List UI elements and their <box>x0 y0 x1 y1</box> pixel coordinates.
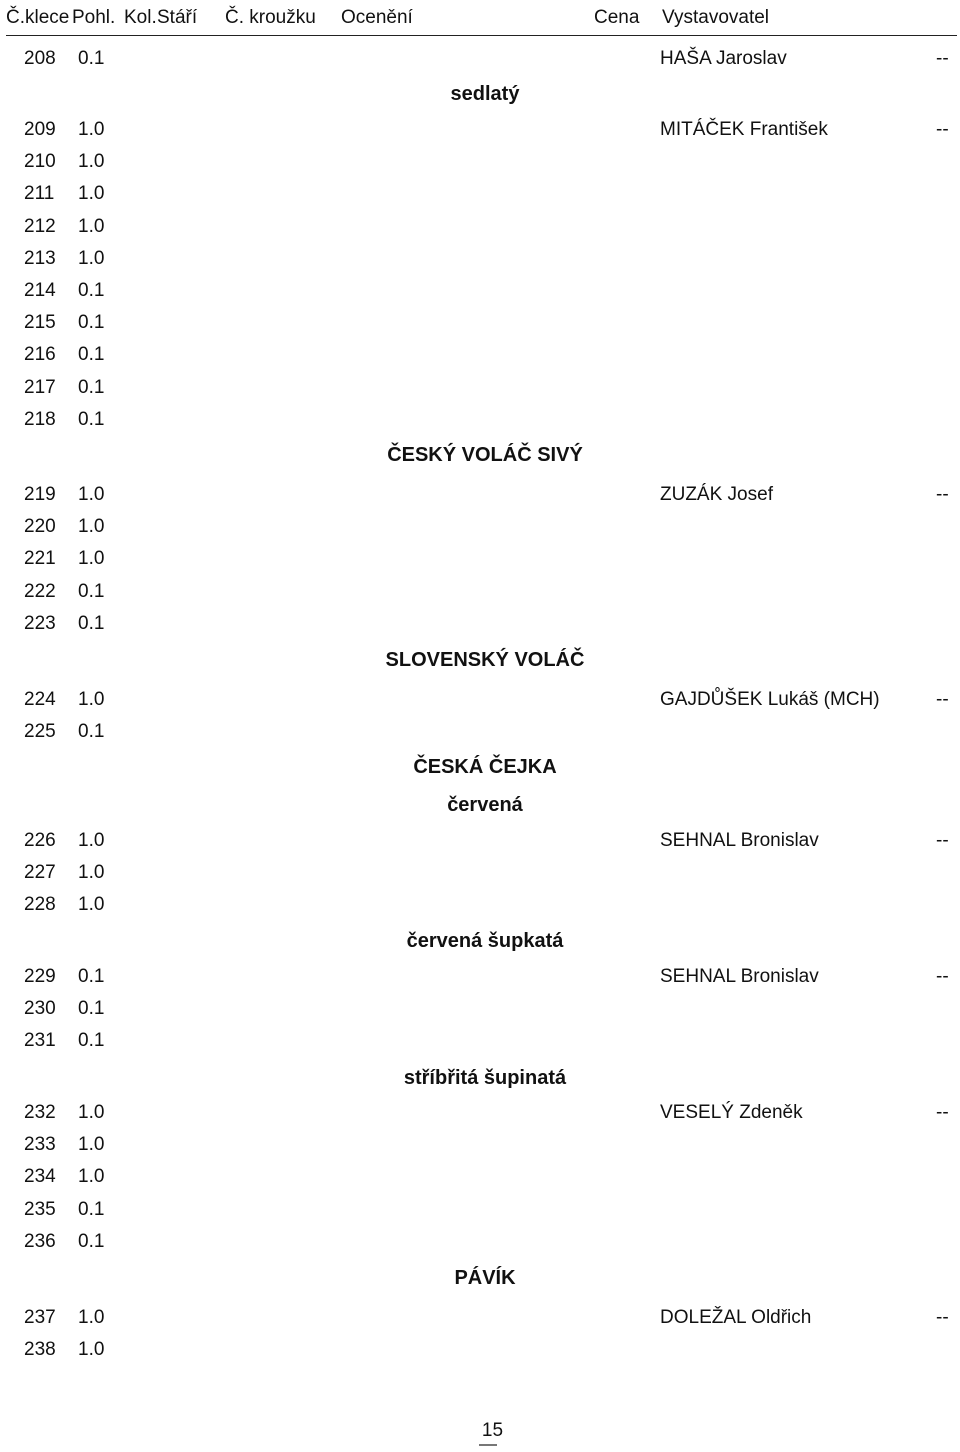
sex-code: 0.1 <box>78 376 105 398</box>
sex-code: 1.0 <box>78 215 105 237</box>
cage-number: 208 <box>24 48 56 69</box>
cage-number: 234 <box>24 1166 56 1188</box>
cage-number: 228 <box>24 894 56 916</box>
sex-code: 1.0 <box>78 1134 105 1156</box>
table-row <box>0 516 960 548</box>
table-row <box>0 1307 960 1339</box>
sex-code: 0.1 <box>78 312 105 334</box>
sex-code: 1.0 <box>78 548 105 570</box>
cage-number: 223 <box>24 612 56 634</box>
dash-mark: -- <box>936 1307 949 1328</box>
section-title: SLOVENSKÝ VOLÁČ <box>385 649 585 671</box>
table-row <box>0 1339 960 1371</box>
cage-number: 235 <box>24 1198 56 1220</box>
cage-number: 216 <box>24 344 56 366</box>
header-rule <box>6 35 957 36</box>
sex-code: 0.1 <box>78 1030 105 1052</box>
exhibitor-name: VESELÝ Zdeněk <box>660 1102 803 1123</box>
section-title: červená <box>447 794 523 816</box>
cage-number: 229 <box>24 966 56 987</box>
table-row <box>0 409 960 441</box>
section-title: PÁVÍK <box>454 1267 516 1289</box>
table-header <box>0 0 960 36</box>
table-row <box>0 998 960 1030</box>
exhibitor-name: GAJDŮŠEK Lukáš (MCH) <box>660 689 880 710</box>
table-row <box>0 581 960 613</box>
exhibitor-name: SEHNAL Bronislav <box>660 966 819 987</box>
exhibitor-name: MITÁČEK František <box>660 119 828 140</box>
cage-number: 226 <box>24 830 56 851</box>
sex-code: 1.0 <box>78 830 105 851</box>
table-row <box>0 613 960 645</box>
table-row <box>0 721 960 753</box>
sex-code: 0.1 <box>78 280 105 301</box>
exhibitor-name: DOLEŽAL Oldřich <box>660 1307 812 1328</box>
table-row <box>0 1166 960 1198</box>
table-row <box>0 894 960 926</box>
cage-number: 231 <box>24 1030 56 1052</box>
table-row <box>0 216 960 248</box>
sex-code: 1.0 <box>78 516 105 538</box>
dash-mark: -- <box>936 1102 949 1123</box>
sex-code: 1.0 <box>78 1307 105 1328</box>
dash-mark: -- <box>936 830 949 851</box>
sex-code: 1.0 <box>78 1166 105 1188</box>
cage-number: 213 <box>24 247 56 269</box>
sex-code: 0.1 <box>78 966 105 987</box>
section-title: ČESKÝ VOLÁČ SIVÝ <box>387 444 583 466</box>
header-sex: Pohl. <box>72 7 116 28</box>
header-collection: Kol. <box>124 7 157 28</box>
cage-number: 210 <box>24 151 56 173</box>
sex-code: 0.1 <box>78 721 105 743</box>
sex-code: 1.0 <box>78 247 105 269</box>
exhibitor-name: SEHNAL Bronislav <box>660 830 819 851</box>
cage-number: 209 <box>24 119 56 140</box>
table-row <box>0 862 960 894</box>
cage-number: 225 <box>24 721 56 743</box>
table-row <box>0 1102 960 1134</box>
table-row <box>0 377 960 409</box>
table-row <box>0 312 960 344</box>
section-title: ČESKÁ ČEJKA <box>413 756 557 778</box>
cage-number: 211 <box>24 183 55 205</box>
cage-number: 214 <box>24 280 56 301</box>
sex-code: 1.0 <box>78 689 105 710</box>
section-title: stříbřitá šupinatá <box>403 1067 567 1089</box>
sex-code: 1.0 <box>78 1339 105 1361</box>
cage-number: 220 <box>24 516 56 538</box>
sex-code: 0.1 <box>78 344 105 366</box>
dash-mark: -- <box>936 484 949 505</box>
exhibitor-name: ZUZÁK Josef <box>660 484 773 505</box>
sex-code: 0.1 <box>78 48 105 69</box>
cage-number: 236 <box>24 1230 56 1252</box>
cage-number: 224 <box>24 689 56 710</box>
sex-code: 1.0 <box>78 1102 105 1123</box>
header-exhibitor: Vystavovatel <box>662 7 770 28</box>
sex-code: 0.1 <box>78 612 105 634</box>
table-row <box>0 689 960 721</box>
dash-mark: -- <box>936 48 949 69</box>
cage-number: 230 <box>24 998 56 1020</box>
section-title: sedlatý <box>450 83 520 105</box>
section-title: červená šupkatá <box>406 930 564 952</box>
dash-mark: -- <box>936 966 949 987</box>
sex-code: 1.0 <box>78 119 105 140</box>
dash-mark: -- <box>936 119 949 140</box>
sex-code: 1.0 <box>78 862 105 884</box>
cage-number: 221 <box>24 548 56 570</box>
sex-code: 0.1 <box>78 998 105 1020</box>
cage-number: 237 <box>24 1307 56 1328</box>
table-row <box>0 248 960 280</box>
header-age: Stáří <box>157 7 198 28</box>
table-row <box>0 1231 960 1263</box>
header-ring-number: Č. kroužku <box>225 7 316 28</box>
table-row <box>0 1134 960 1166</box>
sex-code: 0.1 <box>78 1198 105 1220</box>
cage-number: 238 <box>24 1339 56 1361</box>
dash-mark: -- <box>936 689 949 710</box>
cage-number: 227 <box>24 862 56 884</box>
table-row <box>0 1199 960 1231</box>
page-number: 15 <box>481 1420 504 1441</box>
sex-code: 1.0 <box>78 894 105 916</box>
cage-number: 233 <box>24 1134 56 1156</box>
table-row <box>0 280 960 312</box>
cage-number: 212 <box>24 215 56 237</box>
table-row <box>0 484 960 516</box>
cage-number: 222 <box>24 580 56 602</box>
sex-code: 0.1 <box>78 1230 105 1252</box>
table-row <box>0 48 960 80</box>
table-row <box>0 183 960 215</box>
cage-number: 232 <box>24 1102 56 1123</box>
header-cage-number: Č.klece <box>6 7 70 28</box>
table-row <box>0 830 960 862</box>
cage-number: 217 <box>24 376 56 398</box>
cage-number: 219 <box>24 484 56 505</box>
table-row <box>0 966 960 998</box>
cage-number: 218 <box>24 408 56 430</box>
header-rating: Ocenění <box>341 7 413 28</box>
table-row <box>0 548 960 580</box>
sex-code: 1.0 <box>78 183 105 205</box>
sex-code: 1.0 <box>78 151 105 173</box>
sex-code: 0.1 <box>78 408 105 430</box>
exhibitor-name: HAŠA Jaroslav <box>660 48 787 69</box>
header-prize: Cena <box>594 7 640 28</box>
table-row <box>0 1030 960 1062</box>
sex-code: 1.0 <box>78 484 105 505</box>
table-row <box>0 119 960 151</box>
page-footer-fragment <box>479 1444 497 1446</box>
table-row <box>0 344 960 376</box>
sex-code: 0.1 <box>78 580 105 602</box>
cage-number: 215 <box>24 312 56 334</box>
table-row <box>0 151 960 183</box>
